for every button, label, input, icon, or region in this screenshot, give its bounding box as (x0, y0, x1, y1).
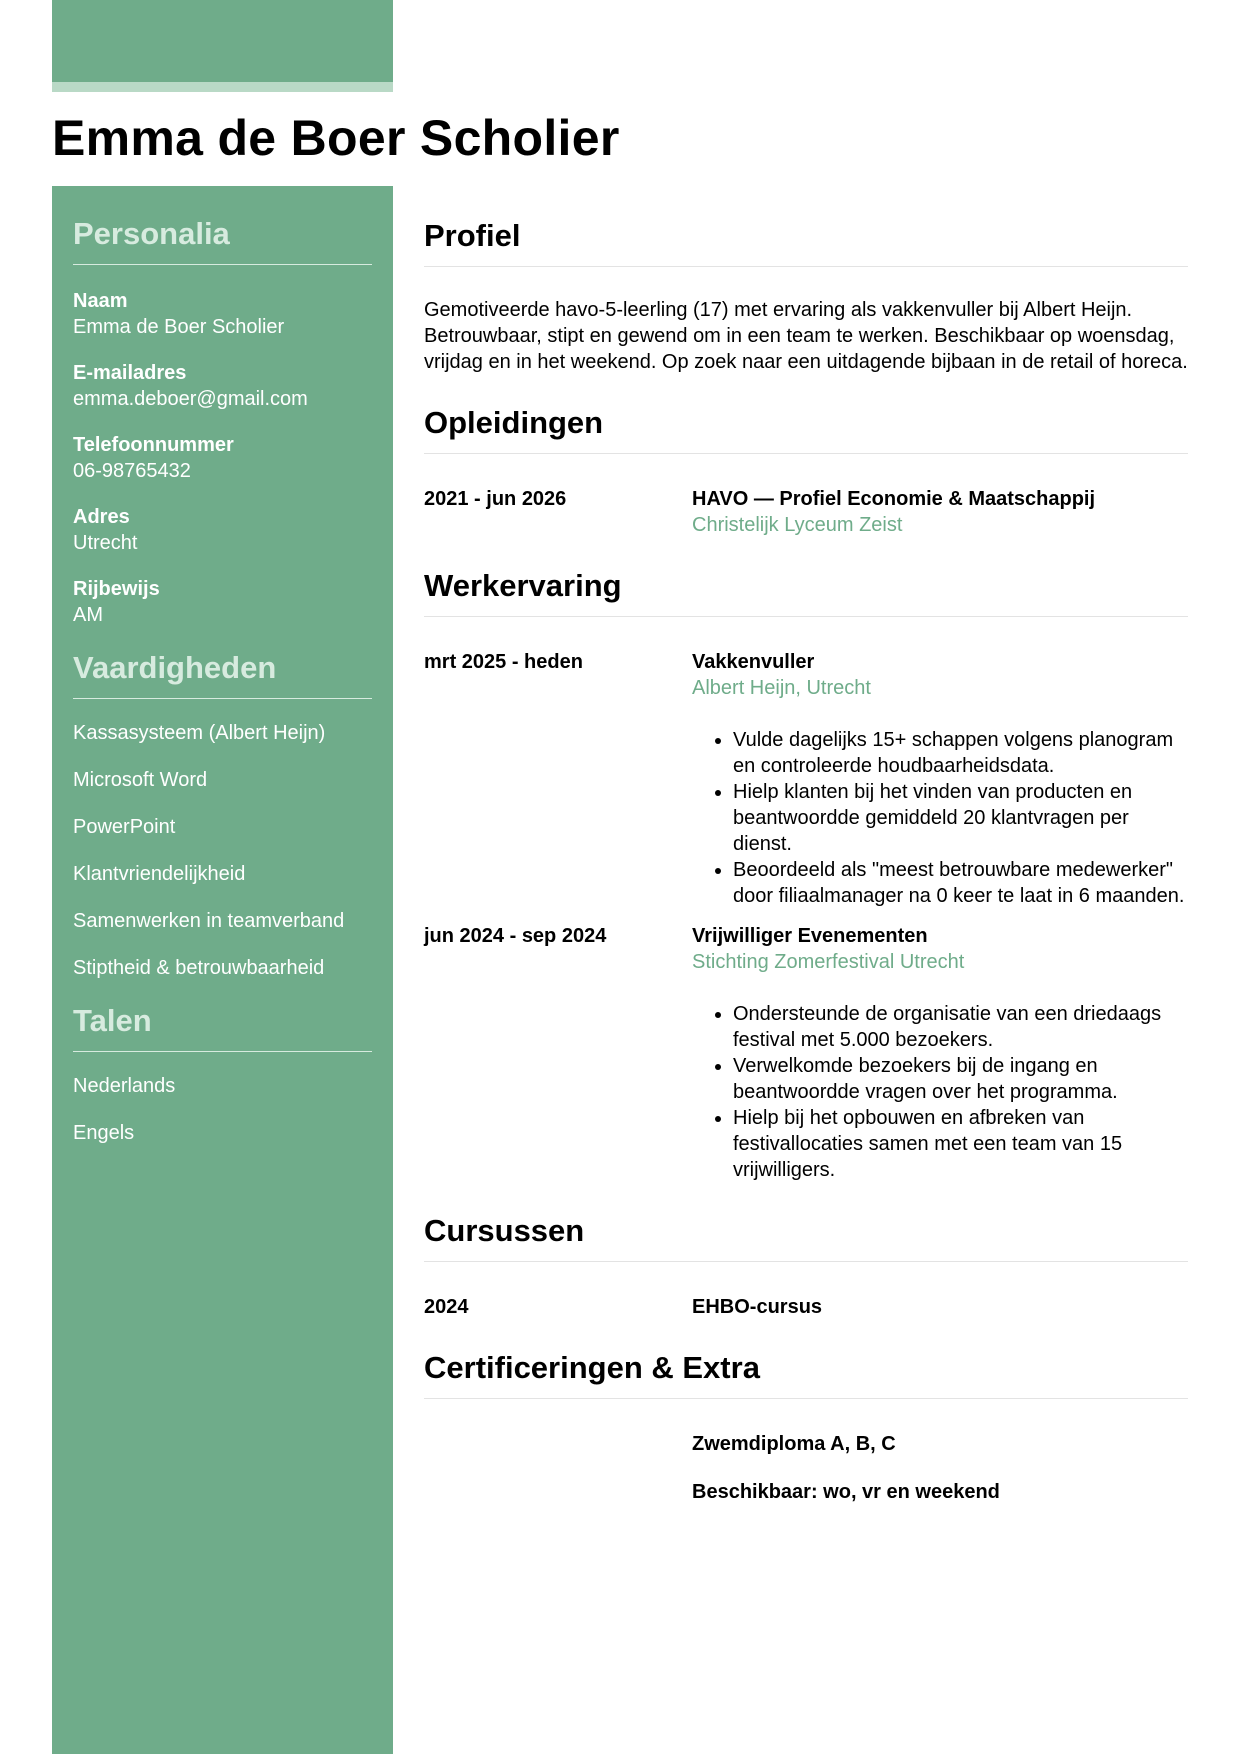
entry-body (692, 486, 1188, 538)
skill-item: PowerPoint (73, 816, 176, 838)
entry-bullet: • Hielp klanten bij het vinden van producten en beantwoordde gemiddeld 20 klantvragen per dienst. (733, 779, 1188, 857)
entry-title: Vakkenvuller (692, 651, 815, 673)
entry-subtitle: Albert Heijn, Utrecht (692, 677, 871, 699)
skill-item: Kassasysteem (Albert Heijn) (73, 722, 326, 744)
entry-bullet: • Hielp bij het opbouwen en afbreken van festivallocaties samen met een team van 15 vrijwilligers. (733, 1105, 1188, 1183)
entry-body (692, 923, 1188, 1183)
personalia-value: AM (73, 604, 103, 626)
entry-bullet: • Beoordeeld als "meest betrouwbare medewerker" door filiaalmanager na 0 keer te laat in 6 maanden. (733, 857, 1188, 909)
languages-list (73, 1073, 372, 1146)
entry-bullet-list (692, 727, 1188, 909)
header-accent-strip (52, 82, 393, 92)
entry-date: jun 2024 - sep 2024 (424, 925, 607, 947)
skills-heading: Vaardigheden (73, 650, 372, 699)
entry-body (692, 649, 1188, 909)
personalia-heading: Personalia (73, 216, 372, 265)
entry-bullet: • Verwelkomde bezoekers bij de ingang en beantwoordde vragen over het programma. (733, 1053, 1188, 1105)
education-heading: Opleidingen (424, 405, 1188, 454)
entry-date: 2021 - jun 2026 (424, 488, 567, 510)
work-entry (424, 649, 1188, 909)
personalia-label: Adres (73, 506, 130, 528)
personalia-item-phone (73, 433, 372, 484)
skill-item: Samenwerken in teamverband (73, 910, 345, 932)
extra-item: Beschikbaar: wo, vr en weekend (692, 1481, 1000, 1503)
personalia-value: emma.deboer@gmail.com (73, 388, 308, 410)
cv-name-title: Emma de Boer Scholier (52, 110, 620, 166)
education-entry (424, 486, 1188, 538)
language-item: Engels (73, 1122, 135, 1144)
personalia-label: Naam (73, 290, 128, 312)
personalia-item-email (73, 361, 372, 412)
entry-date: 2024 (424, 1296, 469, 1318)
personalia-value: Utrecht (73, 532, 138, 554)
entry-title: Vrijwilliger Evenementen (692, 925, 928, 947)
profile-text: Gemotiveerde havo-5-leerling (17) met ervaring als vakkenvuller bij Albert Heijn. Betrouwbaar, stipt en gewend om in een team te werken. Beschikbaar op woensdag, vrijdag en in het weekend. Op zoek naar een uitdagende bijbaan in de retail of horeca. (424, 299, 1188, 373)
courses-section (424, 1213, 1188, 1320)
entry-bullet: • Vulde dagelijks 15+ schappen volgens planogram en controleerde houdbaarheidsdata. (733, 727, 1188, 779)
skills-list (73, 720, 372, 981)
work-entry (424, 923, 1188, 1183)
personalia-label: E-mailadres (73, 362, 187, 384)
entry-bullet: • Ondersteunde de organisatie van een driedaags festival met 5.000 bezoekers. (733, 1001, 1188, 1053)
skill-item: Stiptheid & betrouwbaarheid (73, 957, 325, 979)
courses-heading: Cursussen (424, 1213, 1188, 1262)
personalia-value: Emma de Boer Scholier (73, 316, 285, 338)
course-entry (424, 1294, 1188, 1320)
education-section (424, 405, 1188, 538)
entry-subtitle: Christelijk Lyceum Zeist (692, 514, 903, 536)
languages-heading: Talen (73, 1003, 372, 1052)
entry-title: EHBO-cursus (692, 1296, 823, 1318)
entry-date: mrt 2025 - heden (424, 651, 583, 673)
skill-item: Klantvriendelijkheid (73, 863, 246, 885)
personalia-list (73, 289, 372, 628)
personalia-label: Rijbewijs (73, 578, 160, 600)
extras-heading: Certificeringen & Extra (424, 1350, 1188, 1399)
sidebar (52, 186, 393, 1754)
personalia-value: 06-98765432 (73, 460, 191, 482)
entry-title: HAVO — Profiel Economie & Maatschappij (692, 488, 1096, 510)
entry-bullet-list (692, 1001, 1188, 1183)
work-heading: Werkervaring (424, 568, 1188, 617)
profile-heading: Profiel (424, 218, 1188, 267)
personalia-label: Telefoonnummer (73, 434, 234, 456)
personalia-item-license (73, 577, 372, 628)
skill-item: Microsoft Word (73, 769, 208, 791)
profile-section (424, 218, 1188, 375)
language-item: Nederlands (73, 1075, 176, 1097)
entry-subtitle: Stichting Zomerfestival Utrecht (692, 951, 965, 973)
entry-body (692, 1294, 1188, 1320)
personalia-item-address (73, 505, 372, 556)
personalia-item-name (73, 289, 372, 340)
header-accent-block (52, 0, 393, 82)
main-content (424, 186, 1188, 1527)
extras-list (692, 1431, 1188, 1505)
work-section (424, 568, 1188, 1183)
extras-section (424, 1350, 1188, 1505)
extra-item: Zwemdiploma A, B, C (692, 1433, 896, 1455)
